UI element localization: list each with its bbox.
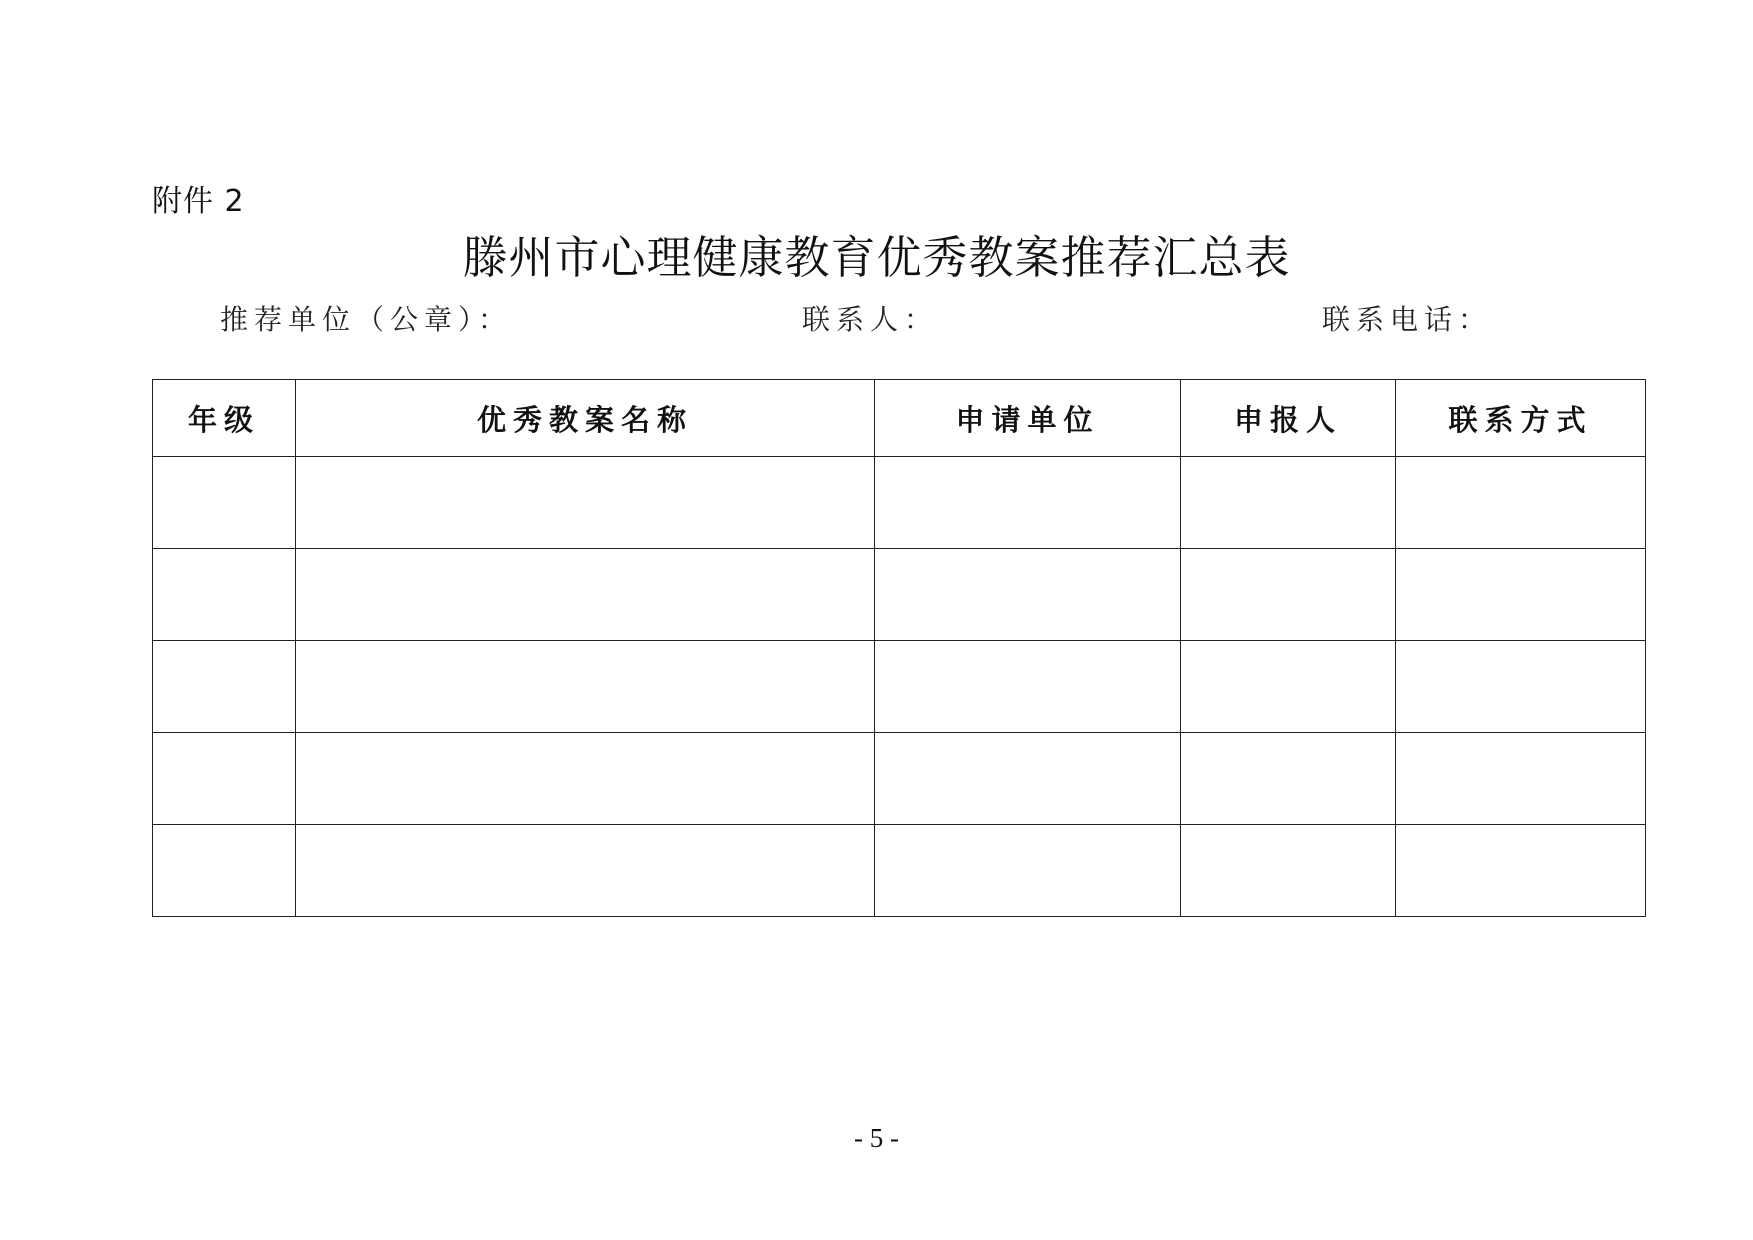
table-row [153,733,1646,825]
applying-unit-cell[interactable] [875,457,1181,549]
header-lesson-plan-name: 优秀教案名称 [296,380,875,457]
applicant-cell[interactable] [1181,457,1396,549]
page-number: - 5 - [854,1123,899,1153]
attachment-label: 附件 2 [152,184,245,219]
grade-cell[interactable] [153,825,296,917]
table-header-row [153,380,1646,457]
applicant-cell[interactable] [1181,641,1396,733]
contact-phone-label: 联系电话： [1322,303,1493,336]
contact-method-cell[interactable] [1396,733,1646,825]
table-row [153,641,1646,733]
applicant-cell[interactable] [1181,825,1396,917]
summary-table [152,379,1646,917]
page-title: 滕州市心理健康教育优秀教案推荐汇总表 [462,231,1291,284]
applicant-cell[interactable] [1181,733,1396,825]
contact-method-cell[interactable] [1396,549,1646,641]
lesson-plan-name-cell[interactable] [296,641,875,733]
header-contact-method: 联系方式 [1396,380,1646,457]
header-applicant: 申报人 [1181,380,1396,457]
contact-person-label: 联系人： [802,303,939,336]
grade-cell[interactable] [153,549,296,641]
grade-cell[interactable] [153,733,296,825]
applying-unit-cell[interactable] [875,641,1181,733]
table-body [153,457,1646,917]
contact-method-cell[interactable] [1396,641,1646,733]
grade-cell[interactable] [153,457,296,549]
table-row [153,457,1646,549]
applying-unit-cell[interactable] [875,549,1181,641]
grade-cell[interactable] [153,641,296,733]
header-grade: 年级 [153,380,296,457]
lesson-plan-name-cell[interactable] [296,457,875,549]
contact-method-cell[interactable] [1396,825,1646,917]
table-row [153,549,1646,641]
header-applying-unit: 申请单位 [875,380,1181,457]
lesson-plan-name-cell[interactable] [296,549,875,641]
lesson-plan-name-cell[interactable] [296,825,875,917]
recommending-unit-label: 推荐单位（公章）： [220,303,513,336]
applicant-cell[interactable] [1181,549,1396,641]
applying-unit-cell[interactable] [875,825,1181,917]
lesson-plan-name-cell[interactable] [296,733,875,825]
applying-unit-cell[interactable] [875,733,1181,825]
contact-method-cell[interactable] [1396,457,1646,549]
table-row [153,825,1646,917]
